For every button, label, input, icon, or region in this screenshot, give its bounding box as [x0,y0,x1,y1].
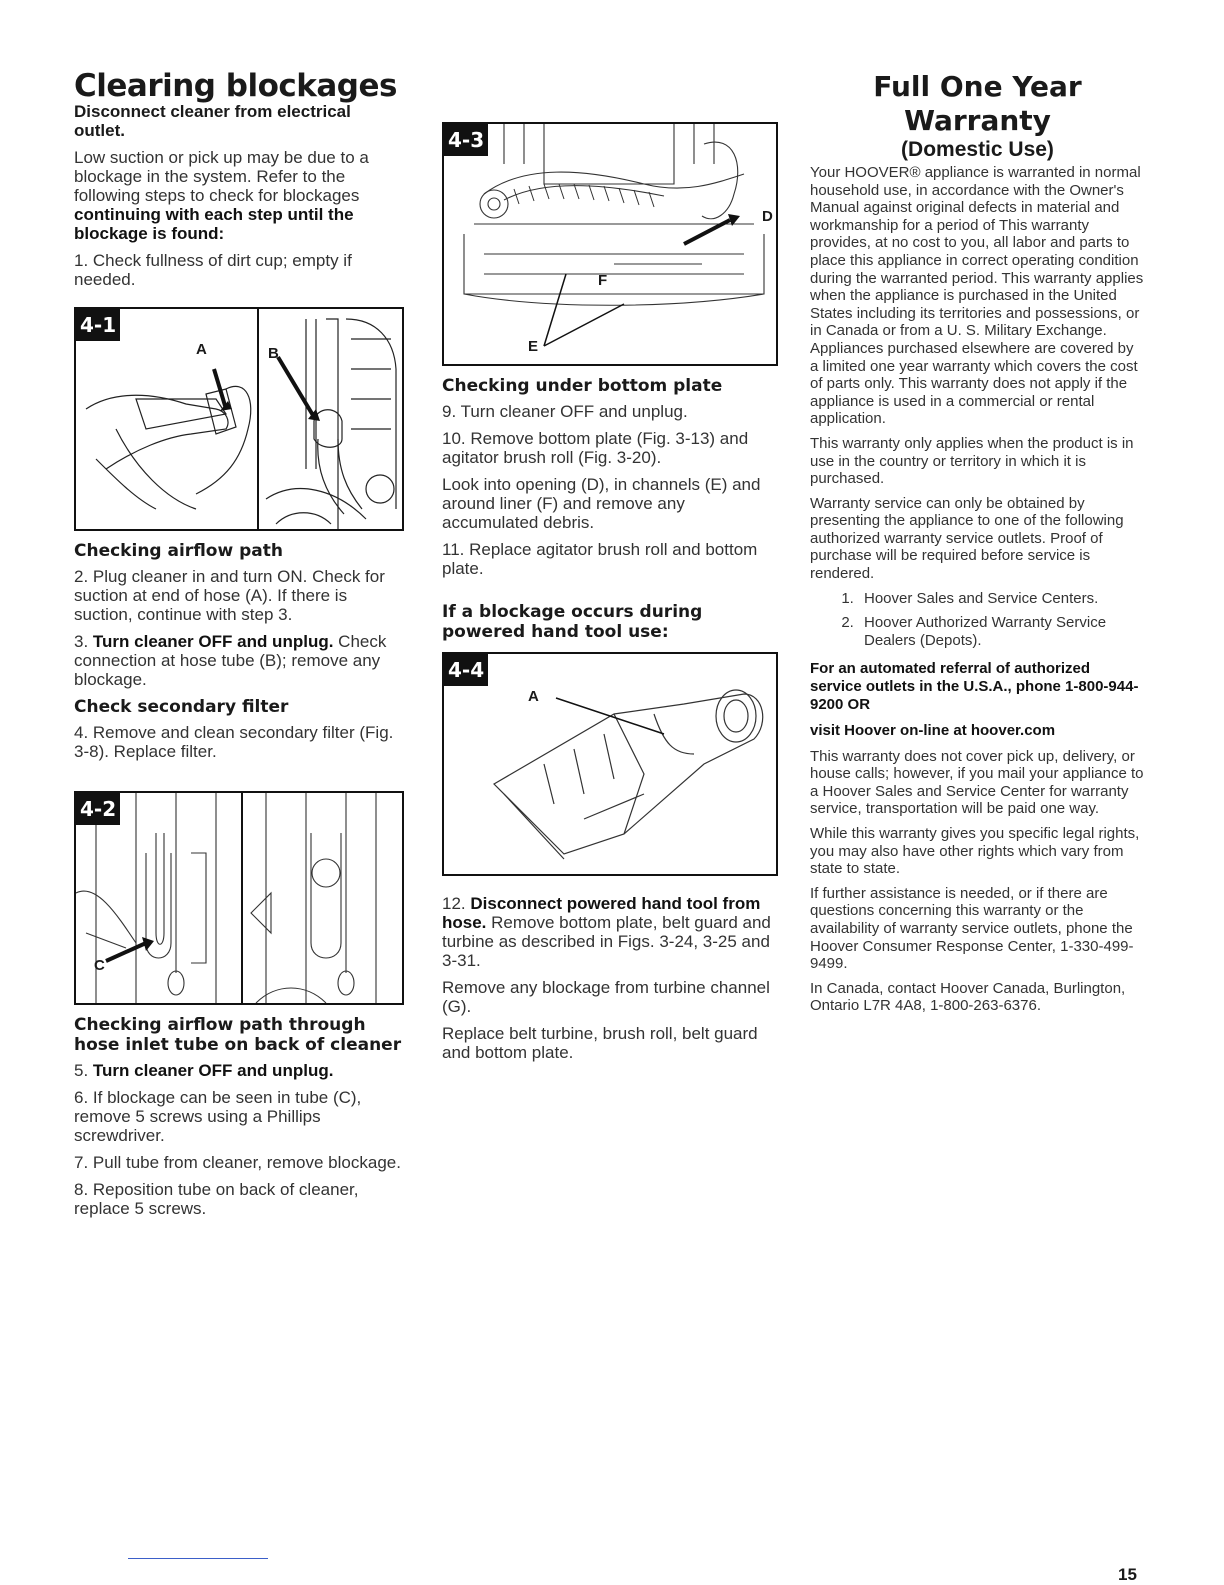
warranty-paragraph-3: Warranty service can only be obtained by presenting the appliance to one of the following authorized warranty service outlets. Proof of purchase will be required before service is rendered. [810,494,1124,583]
remove-paragraph: Remove any blockage from turbine channel (G). [442,978,770,1016]
callout-e: E [528,338,539,355]
warranty-subtitle: (Domestic Use) [901,138,1054,161]
heading-checking-airflow-path: Checking airflow path [74,541,283,561]
callout-b: B [268,345,279,362]
figure-label: 4-1 [76,309,120,341]
figure-4-1 [74,307,404,531]
warranty-paragraph-1: Your HOOVER® appliance is warranted in normal household use, in accordance with the Owner's Manual against original defects in material and workmanship for a period of This warranty provides, at no cost to you, all labor and parts to place this appliance in correct operating condition during the warranted period. This warranty applies when the appliance is purchased in the United States including its territories and possessions, or in Canada or from a U. S. Military Exchange. Appliances purchased elsewhere are covered by a limited one year warranty which covers the cost of parts only. This warranty does not apply if the appliance is used in a commercial or rental application. [810,164,1144,428]
figure-label: 4-3 [444,124,488,156]
callout-f: F [598,272,608,289]
middle-column [442,122,778,1070]
figure-4-4-illustration [444,654,776,874]
step-11: 11. Replace agitator brush roll and bottom plate. [442,540,758,578]
step-5-bold: Turn cleaner OFF and unplug. [92,1061,334,1080]
warranty-title-line-1: Full One Year [873,70,1082,103]
step-6: 6. If blockage can be seen in tube (C), remove 5 screws using a Phillips screwdriver. [74,1088,362,1145]
step-1: 1. Check fullness of dirt cup; empty if needed. [74,251,352,289]
step-2: 2. Plug cleaner in and turn ON. Check for suction at end of hose (A). If there is suction, continue with step 3. [74,567,385,624]
callout-a: A [528,688,539,705]
figure-4-2 [74,791,404,1005]
section-subtitle: Disconnect cleaner from electrical outlet. [74,102,351,140]
step-10: 10. Remove bottom plate (Fig. 3-13) and agitator brush roll (Fig. 3-20). [442,429,749,467]
step-5-number: 5. [74,1061,93,1080]
figure-label: 4-2 [76,793,120,825]
step-9: 9. Turn cleaner OFF and unplug. [442,402,688,421]
heading-check-secondary-filter: Check secondary filter [74,697,289,717]
callout-c: C [94,957,105,974]
intro-paragraph [74,148,404,243]
step-12-number: 12. [442,894,471,913]
intro-text: Low suction or pick up may be due to a blockage in the system. Refer to the following steps to check for blockages [74,148,369,205]
list-item: 2. Hoover Authorized Warranty Service Dealers (Depots). [858,614,1145,650]
step-5 [74,1061,404,1080]
heading-powered-hand-tool: If a blockage occurs during powered hand tool use: [442,602,703,642]
figure-4-3-illustration [444,124,776,364]
left-column [74,70,404,1226]
callout-d: D [762,208,773,225]
warranty-paragraph-7: In Canada, contact Hoover Canada, Burlington, Ontario L7R 4A8, 1-800-263-6376. [810,979,1126,1015]
warranty-paragraph-6: If further assistance is needed, or if there are questions concerning this warranty or the availability of warranty service outlets, phone the Hoover Consumer Response Center, 1-330-499-9499. [810,884,1134,973]
step-3-text: Check connection at hose tube (B); remove any blockage. [74,632,387,689]
look-paragraph: Look into opening (D), in channels (E) and around liner (F) and remove any accumulated debris. [442,475,761,532]
step-12-bold: Disconnect powered hand tool from hose. [442,894,761,932]
figure-4-4 [442,652,778,876]
step-8: 8. Reposition tube on back of cleaner, replace 5 screws. [74,1180,359,1218]
step-4: 4. Remove and clean secondary filter (Fig. 3-8). Replace filter. [74,723,394,761]
heading-checking-under-bottom-plate: Checking under bottom plate [442,376,723,396]
service-outlets-list [810,590,1145,650]
callout-a: A [196,341,207,358]
page-number: 15 [1118,1565,1137,1584]
warranty-title-line-2: Warranty [904,104,1051,137]
section-title: Clearing blockages [74,68,397,104]
step-12 [442,894,778,970]
figure-4-2-illustration [76,793,402,1003]
step-12-text: Remove bottom plate, belt guard and turbine as described in Figs. 3-24, 3-25 and 3-31. [442,913,771,970]
step-3 [74,632,404,689]
footer-rule [128,1558,268,1559]
warranty-paragraph-4: This warranty does not cover pick up, delivery, or house calls; however, if you mail your appliance to a Hoover Sales and Service Center for warranty service, transportation will be paid one way. [810,747,1144,818]
figure-label: 4-4 [444,654,488,686]
step-3-bold: Turn cleaner OFF and unplug. [92,632,334,651]
warranty-paragraph-5: While this warranty gives you specific legal rights, you may also have other rights which vary from state to state. [810,825,1140,878]
figure-4-1-illustration [76,309,402,529]
step-7: 7. Pull tube from cleaner, remove blockage. [74,1153,401,1172]
heading-hose-inlet: Checking airflow path through hose inlet tube on back of cleaner [74,1015,402,1055]
figure-4-3 [442,122,778,366]
intro-bold-text: continuing with each step until the blockage is found: [74,205,354,243]
warranty-paragraph-2: This warranty only applies when the product is in use in the country or territory in which it is purchased. [810,434,1134,488]
right-column [810,70,1145,1022]
step-3-number: 3. [74,632,93,651]
automated-referral: For an automated referral of authorized service outlets in the U.S.A., phone 1-800-944-9200 OR [810,659,1139,713]
list-item: 1. Hoover Sales and Service Centers. [858,590,1145,608]
replace-paragraph: Replace belt turbine, brush roll, belt guard and bottom plate. [442,1024,758,1062]
visit-online: visit Hoover on-line at hoover.com [810,721,1056,739]
